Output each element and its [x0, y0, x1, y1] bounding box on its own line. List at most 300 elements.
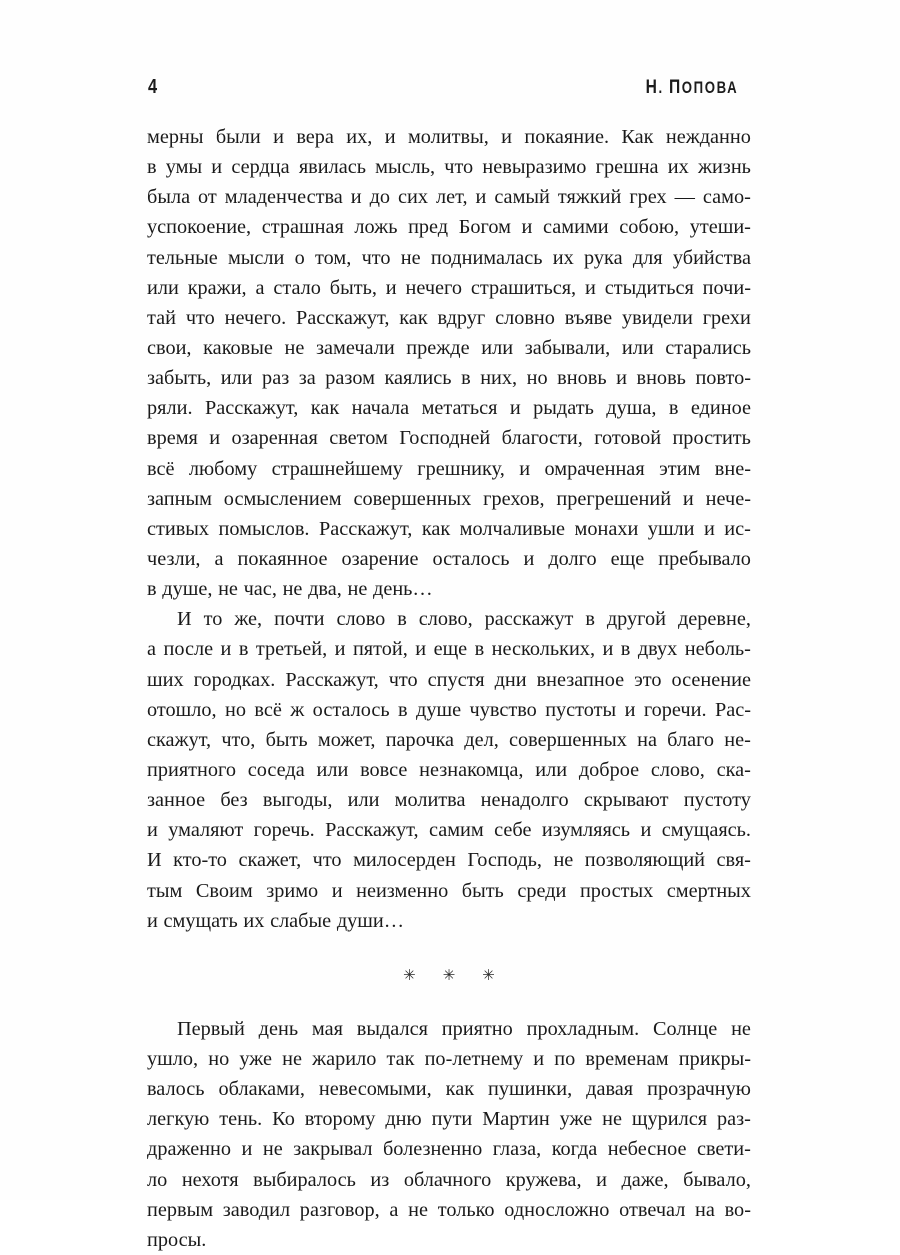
word: Расскажут, — [325, 819, 419, 842]
word: в — [397, 608, 407, 631]
word: отвечал — [619, 1198, 686, 1221]
word: но — [526, 367, 548, 390]
word: но — [224, 698, 246, 721]
word: пушинки, — [488, 1078, 573, 1101]
word: простить — [672, 427, 751, 450]
word: изумляясь — [541, 819, 631, 842]
word: не- — [724, 728, 751, 751]
word: день — [258, 1017, 299, 1040]
word: себе — [494, 819, 532, 842]
word: дел, — [464, 728, 499, 751]
word: тяжкий — [557, 186, 622, 209]
word: выбиралось — [253, 1168, 356, 1191]
word: светом — [329, 427, 388, 450]
word: собою, — [619, 216, 680, 239]
word: нече- — [705, 487, 751, 510]
word: грешнику, — [417, 457, 505, 480]
word: вовсе — [360, 758, 408, 781]
text-line — [147, 695, 751, 725]
word: поднималась — [430, 246, 543, 269]
word: лет, — [435, 186, 468, 209]
word: отошло, — [147, 698, 217, 721]
word: пребывало — [658, 547, 751, 570]
word: в — [238, 638, 249, 661]
word: ушло, — [147, 1047, 199, 1070]
word: о — [294, 246, 305, 269]
word: или — [535, 758, 568, 781]
word: страшнейшему — [271, 457, 403, 480]
word: милосерден — [353, 849, 456, 872]
word: соседа — [247, 758, 305, 781]
word: мысли — [227, 246, 285, 269]
word: а — [214, 547, 224, 570]
word: самими — [543, 216, 609, 239]
word: драженно — [147, 1138, 232, 1161]
text-line — [147, 454, 751, 484]
asterisk-icon: ✳ — [403, 968, 416, 985]
word: как — [421, 517, 451, 540]
word: и — [501, 126, 512, 148]
text-line — [147, 1225, 751, 1255]
word: и — [415, 638, 427, 661]
word: пустоту — [683, 789, 751, 812]
word: Солнце — [653, 1017, 718, 1040]
word: как — [399, 306, 428, 329]
text-line — [147, 1104, 751, 1134]
word: приятно — [441, 1017, 513, 1040]
word: вне- — [714, 457, 751, 480]
word: слово — [336, 608, 386, 631]
word: Господней — [399, 427, 491, 450]
word: сердца — [231, 156, 290, 179]
word: не — [284, 336, 305, 359]
word: Мартин — [482, 1108, 550, 1131]
word: не — [602, 1108, 622, 1131]
word: душе — [416, 698, 462, 721]
word: другой — [606, 608, 666, 631]
word: метаться — [421, 397, 498, 420]
word: и — [584, 276, 596, 299]
word: ушли — [647, 517, 695, 540]
word: и — [703, 517, 715, 540]
word: час, — [243, 578, 277, 601]
word: прикры- — [678, 1047, 751, 1070]
word: еще — [433, 638, 468, 661]
author-surname-cap: П — [669, 76, 682, 98]
word: тым — [147, 879, 183, 902]
word: стыдиться — [604, 276, 694, 299]
word: словно — [495, 306, 555, 329]
text-block — [147, 122, 751, 1255]
text-line — [147, 393, 751, 423]
word: до — [369, 186, 391, 209]
word: глаза, — [492, 1138, 542, 1161]
word: ж — [290, 698, 305, 721]
word: почти — [274, 608, 325, 631]
word: парочка — [385, 728, 455, 751]
word: ряли. — [147, 397, 193, 420]
word: а — [389, 1198, 399, 1221]
word: благости, — [501, 427, 583, 450]
word: единое — [690, 397, 751, 420]
word: пустоты — [545, 698, 617, 721]
word: кто-то — [173, 849, 227, 872]
word: И — [147, 849, 162, 872]
word: или — [481, 336, 514, 359]
word: в — [474, 638, 485, 661]
word: и — [519, 457, 531, 480]
word: на — [695, 1198, 715, 1221]
word: второму — [304, 1108, 376, 1131]
word: и — [384, 126, 396, 148]
word: а — [255, 276, 265, 299]
word: Господь, — [467, 849, 542, 872]
paragraph — [147, 1014, 751, 1255]
word: вера — [296, 126, 334, 148]
word: и — [602, 638, 614, 661]
word: и — [211, 156, 223, 179]
word: не — [218, 578, 238, 601]
word: страшная — [261, 216, 344, 239]
word: выдался — [356, 1017, 428, 1040]
word: помыслов. — [218, 517, 310, 540]
word: что, — [221, 728, 256, 751]
text-line — [147, 182, 751, 212]
word: въяве — [564, 306, 613, 329]
word: Как — [621, 126, 654, 148]
word: пятой, — [352, 638, 408, 661]
word: жизнь — [697, 156, 751, 179]
word: душе, — [162, 578, 213, 601]
word: бывало, — [683, 1168, 751, 1191]
word: и — [241, 1138, 253, 1161]
word: благо — [667, 728, 715, 751]
word: молитва — [394, 789, 466, 812]
word: ло — [147, 1168, 168, 1191]
word: грехов, — [483, 487, 545, 510]
word: младенчества — [224, 186, 343, 209]
word: были — [215, 126, 261, 148]
text-line — [147, 665, 751, 695]
word: неболь- — [684, 638, 751, 661]
word: готовой — [594, 427, 662, 450]
word: позволяющий — [584, 849, 706, 872]
text-line — [147, 423, 751, 453]
word: и — [273, 126, 284, 148]
text-line — [147, 574, 751, 604]
word: что — [312, 849, 342, 872]
word: еще — [610, 547, 645, 570]
word: не — [731, 1017, 751, 1040]
word: легкую — [147, 1108, 210, 1131]
word: тельные — [147, 246, 218, 269]
word: уже — [239, 1047, 272, 1070]
word: их, — [346, 126, 373, 148]
word: вдруг — [437, 306, 486, 329]
word: что — [444, 156, 474, 179]
word: этим — [659, 457, 701, 480]
word: не — [400, 246, 421, 269]
word: стивых — [147, 517, 210, 540]
word: души… — [336, 909, 405, 932]
word: от — [198, 186, 217, 209]
word: была — [147, 186, 191, 209]
text-line — [147, 333, 751, 363]
word: или — [316, 758, 349, 781]
word: по-летнему — [424, 1047, 524, 1070]
word: чувство — [469, 698, 537, 721]
word: осталось — [432, 547, 510, 570]
page-number: 4 — [148, 76, 158, 98]
word: покаянное — [237, 547, 328, 570]
word: среди — [517, 879, 567, 902]
word: и — [616, 367, 627, 390]
word: внезапное — [536, 668, 625, 691]
text-line — [147, 303, 751, 333]
word: а — [147, 638, 157, 661]
word: И — [177, 608, 192, 631]
word: же, — [234, 608, 263, 631]
word: занное — [147, 789, 206, 812]
word: не — [262, 1138, 283, 1161]
word: доброе — [578, 758, 640, 781]
word: Расскажут, — [285, 668, 379, 691]
word: убийства — [672, 246, 751, 269]
word: и — [521, 216, 533, 239]
word: забыть, — [147, 367, 212, 390]
word: смертных — [666, 879, 751, 902]
word: и — [220, 638, 232, 661]
word: запным — [147, 487, 212, 510]
word: успокоение, — [147, 216, 252, 239]
word: скажут, — [147, 728, 212, 751]
word: в — [620, 638, 631, 661]
word: не — [408, 1198, 429, 1221]
word: дню — [385, 1108, 422, 1131]
text-line — [147, 544, 751, 574]
paragraph — [147, 604, 751, 936]
word: свои, — [147, 336, 192, 359]
word: для — [632, 246, 663, 269]
word: нечего — [405, 276, 463, 299]
word: осталось — [312, 698, 390, 721]
word: день… — [373, 578, 433, 601]
word: или — [220, 367, 253, 390]
word: самый — [494, 186, 550, 209]
word: дни — [494, 668, 527, 691]
word: разговор, — [299, 1198, 380, 1221]
word: двух — [637, 638, 678, 661]
word: облачного — [403, 1168, 492, 1191]
text-line — [147, 755, 751, 785]
word: и — [147, 909, 158, 932]
word: приятного — [147, 758, 236, 781]
word: кражи, — [187, 276, 247, 299]
word: и — [509, 397, 521, 420]
word: невыразимо — [482, 156, 587, 179]
word: забывали, — [524, 336, 611, 359]
word: и — [350, 186, 362, 209]
word: горечи. — [643, 698, 707, 721]
word: в — [398, 698, 408, 721]
word: пути — [431, 1108, 473, 1131]
text-line — [147, 876, 751, 906]
word: незнакомца, — [419, 758, 524, 781]
word: даже, — [621, 1168, 669, 1191]
text-line — [147, 785, 751, 815]
word: озарение — [341, 547, 419, 570]
word: разом — [325, 367, 375, 390]
word: совершенных — [353, 487, 472, 510]
word: и — [596, 1168, 607, 1191]
word: жарило — [312, 1047, 377, 1070]
text-line — [147, 1074, 751, 1104]
word: всё — [254, 698, 282, 721]
word: и — [331, 879, 343, 902]
word: за — [298, 367, 316, 390]
word: два, — [308, 578, 342, 601]
word: совершенных — [509, 728, 627, 751]
word: нехотя — [181, 1168, 239, 1191]
word: чезли, — [147, 547, 201, 570]
word: не — [553, 849, 574, 872]
word: тай — [147, 306, 176, 329]
word: щурился — [631, 1108, 708, 1131]
word: их — [243, 909, 265, 932]
text-line — [147, 122, 751, 152]
word: неизменно — [356, 879, 449, 902]
word: в — [668, 397, 679, 420]
word: грех — [629, 186, 667, 209]
word: осенение — [671, 668, 751, 691]
word: давая — [586, 1078, 634, 1101]
word: городках. — [193, 668, 276, 691]
running-head — [147, 76, 750, 102]
word: Ко — [272, 1108, 295, 1131]
word: третьей, — [255, 638, 328, 661]
paragraphs-before-divider — [147, 122, 751, 936]
word: без — [220, 789, 248, 812]
word: Расскажут, — [296, 306, 390, 329]
word: страшиться, — [470, 276, 577, 299]
word: грехи — [702, 306, 751, 329]
word: ска- — [716, 758, 751, 781]
word: кружева, — [505, 1168, 582, 1191]
word: прохладным. — [526, 1017, 640, 1040]
word: каковые — [203, 336, 273, 359]
word: и — [385, 276, 397, 299]
word: что — [185, 306, 215, 329]
word: прежде — [406, 336, 470, 359]
word: прозрачную — [647, 1078, 751, 1101]
word: невесомыми, — [318, 1078, 432, 1101]
word: деревне, — [677, 608, 751, 631]
word: монахи — [574, 517, 639, 540]
text-line — [147, 1044, 751, 1074]
word: ис- — [724, 517, 751, 540]
word: любому — [188, 457, 258, 480]
word: в — [147, 578, 157, 601]
text-line — [147, 815, 751, 845]
word: мая — [311, 1017, 343, 1040]
word: Богом — [458, 216, 511, 239]
word: быть — [461, 879, 504, 902]
asterisk-icon: ✳ — [482, 968, 495, 985]
word: раз- — [717, 1108, 751, 1131]
word: грешна — [595, 156, 659, 179]
word: — — [674, 186, 695, 209]
word: скрывают — [583, 789, 669, 812]
word: вновь — [557, 367, 607, 390]
word: и — [209, 427, 221, 450]
word: осмыслением — [223, 487, 342, 510]
word: заводил — [222, 1198, 291, 1221]
author-surname-tail: ОПОВА — [681, 79, 739, 97]
word: это — [634, 668, 662, 691]
word: Расскажут, — [318, 517, 413, 540]
word: или — [147, 276, 179, 299]
word: после — [163, 638, 214, 661]
word: или — [621, 336, 654, 359]
word: молитвы, — [407, 126, 489, 148]
word: нежданно — [665, 126, 751, 148]
text-line — [147, 634, 751, 664]
text-line — [147, 845, 751, 875]
word: расскажут — [484, 608, 574, 631]
word: слабые — [270, 909, 332, 932]
word: во- — [724, 1198, 751, 1221]
word: небесное — [607, 1138, 687, 1161]
word: скажет, — [238, 849, 302, 872]
word: в — [147, 156, 157, 179]
word: вновь — [636, 367, 686, 390]
word: Своим — [195, 879, 253, 902]
text-line — [147, 725, 751, 755]
word: увидели — [621, 306, 693, 329]
word: умы — [165, 156, 203, 179]
word: Рас- — [714, 698, 751, 721]
word: что — [361, 246, 391, 269]
word: не — [282, 578, 303, 601]
word: их — [552, 246, 574, 269]
word: почи- — [702, 276, 751, 299]
text-line — [147, 484, 751, 514]
word: только — [437, 1198, 495, 1221]
word: молчаливые — [459, 517, 566, 540]
author-dot: . — [658, 79, 670, 97]
word: быть — [265, 728, 308, 751]
word: то — [203, 608, 223, 631]
word: и — [475, 186, 487, 209]
word: слово, — [650, 758, 705, 781]
word: пред — [408, 216, 449, 239]
word: первым — [147, 1198, 214, 1221]
word: омраченная — [544, 457, 645, 480]
word: не — [282, 1047, 302, 1070]
word: в — [461, 367, 471, 390]
word: начала — [351, 397, 410, 420]
word: простых — [579, 879, 654, 902]
text-line — [147, 243, 751, 273]
word: валось — [147, 1078, 205, 1101]
word: и — [334, 638, 346, 661]
text-line — [147, 212, 751, 242]
word: смущать — [163, 909, 238, 932]
word: так — [386, 1047, 415, 1070]
word: нескольких, — [491, 638, 596, 661]
word: мысль, — [375, 156, 436, 179]
word: слово, — [418, 608, 473, 631]
